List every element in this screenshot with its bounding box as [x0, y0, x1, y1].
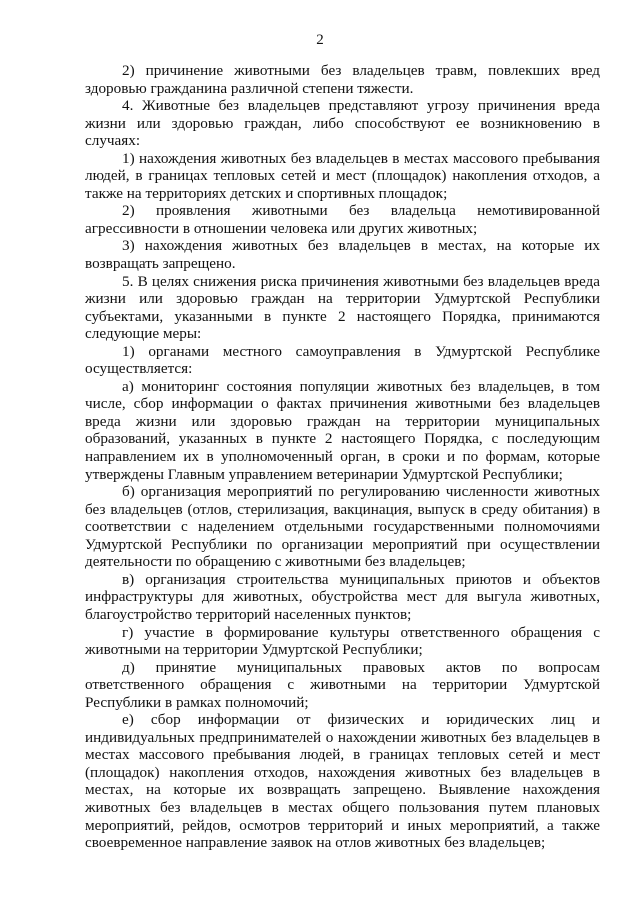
paragraph: д) принятие муниципальных правовых актов по вопросам ответственного обращения с животными на территории Удмуртской Республики в рамках полномочий;: [85, 658, 600, 711]
paragraph: 5. В целях снижения риска причинения животными без владельцев вреда жизни или здоровью граждан на территории Удмуртской Республики субъектами, указанными в пункте 2 настоящего Порядка, принимаются следующие меры:: [85, 272, 600, 343]
paragraph: 1) нахождения животных без владельцев в местах массового пребывания людей, в границах тепловых сетей и мест (площадок) накопления отходов, а также на территориях детских и спортивных площадок;: [85, 149, 600, 202]
paragraph: 2) проявления животными без владельца немотивированной агрессивности в отношении человека или других животных;: [85, 202, 600, 237]
document-body: [85, 62, 600, 852]
paragraph: 3) нахождения животных без владельцев в местах, на которые их возвращать запрещено.: [85, 237, 600, 273]
paragraph: в) организация строительства муниципальных приютов и объектов инфраструктуры для животных, обустройства мест для выгула животных, благоустройство территорий населенных пунктов;: [85, 570, 600, 623]
paragraph: а) мониторинг состояния популяции животных без владельцев, в том числе, сбор информации о фактах причинения животными без владельцев вреда жизни или здоровью граждан на территории муниципальных образований, указанных в пункте 2 настоящего Порядка, с последующим направлением их в уполномоченный орган, в сроки и по формам, которые утверждены Главным управлением ветеринарии Удмуртской Республики;: [85, 377, 600, 483]
paragraph: 2) причинение животными без владельцев травм, повлекших вред здоровью гражданина различной степени тяжести.: [85, 62, 600, 97]
paragraph: е) сбор информации от физических и юридических лиц и индивидуальных предпринимателей о нахождении животных без владельцев в местах массового пребывания людей, в границах тепловых сетей и мест (площадок) накопления отходов, нахождения животных без владельцев в местах, на которые их возвращать запрещено. Выявление нахождения животных без владельцев в местах общего пользования путем плановых мероприятий, рейдов, осмотров территорий и иных мероприятий, а также своевременное направление заявок на отлов животных без владельцев;: [85, 711, 600, 852]
paragraph: 1) органами местного самоуправления в Удмуртской Республике осуществляется:: [85, 342, 600, 378]
page-number: 2: [316, 32, 324, 48]
paragraph: б) организация мероприятий по регулированию численности животных без владельцев (отлов, стерилизация, вакцинация, выпуск в среду обитания) в соответствии с наделением отдельными государственными полномочиями Удмуртской Республики по организации мероприятий при осуществлении деятельности по обращению с животными без владельцев;: [85, 483, 600, 571]
paragraph: 4. Животные без владельцев представляют угрозу причинения вреда жизни или здоровью граждан, либо способствуют ее возникновению в случаях:: [85, 97, 600, 150]
paragraph: г) участие в формирование культуры ответственного обращения с животными на территории Удмуртской Республики;: [85, 623, 600, 659]
